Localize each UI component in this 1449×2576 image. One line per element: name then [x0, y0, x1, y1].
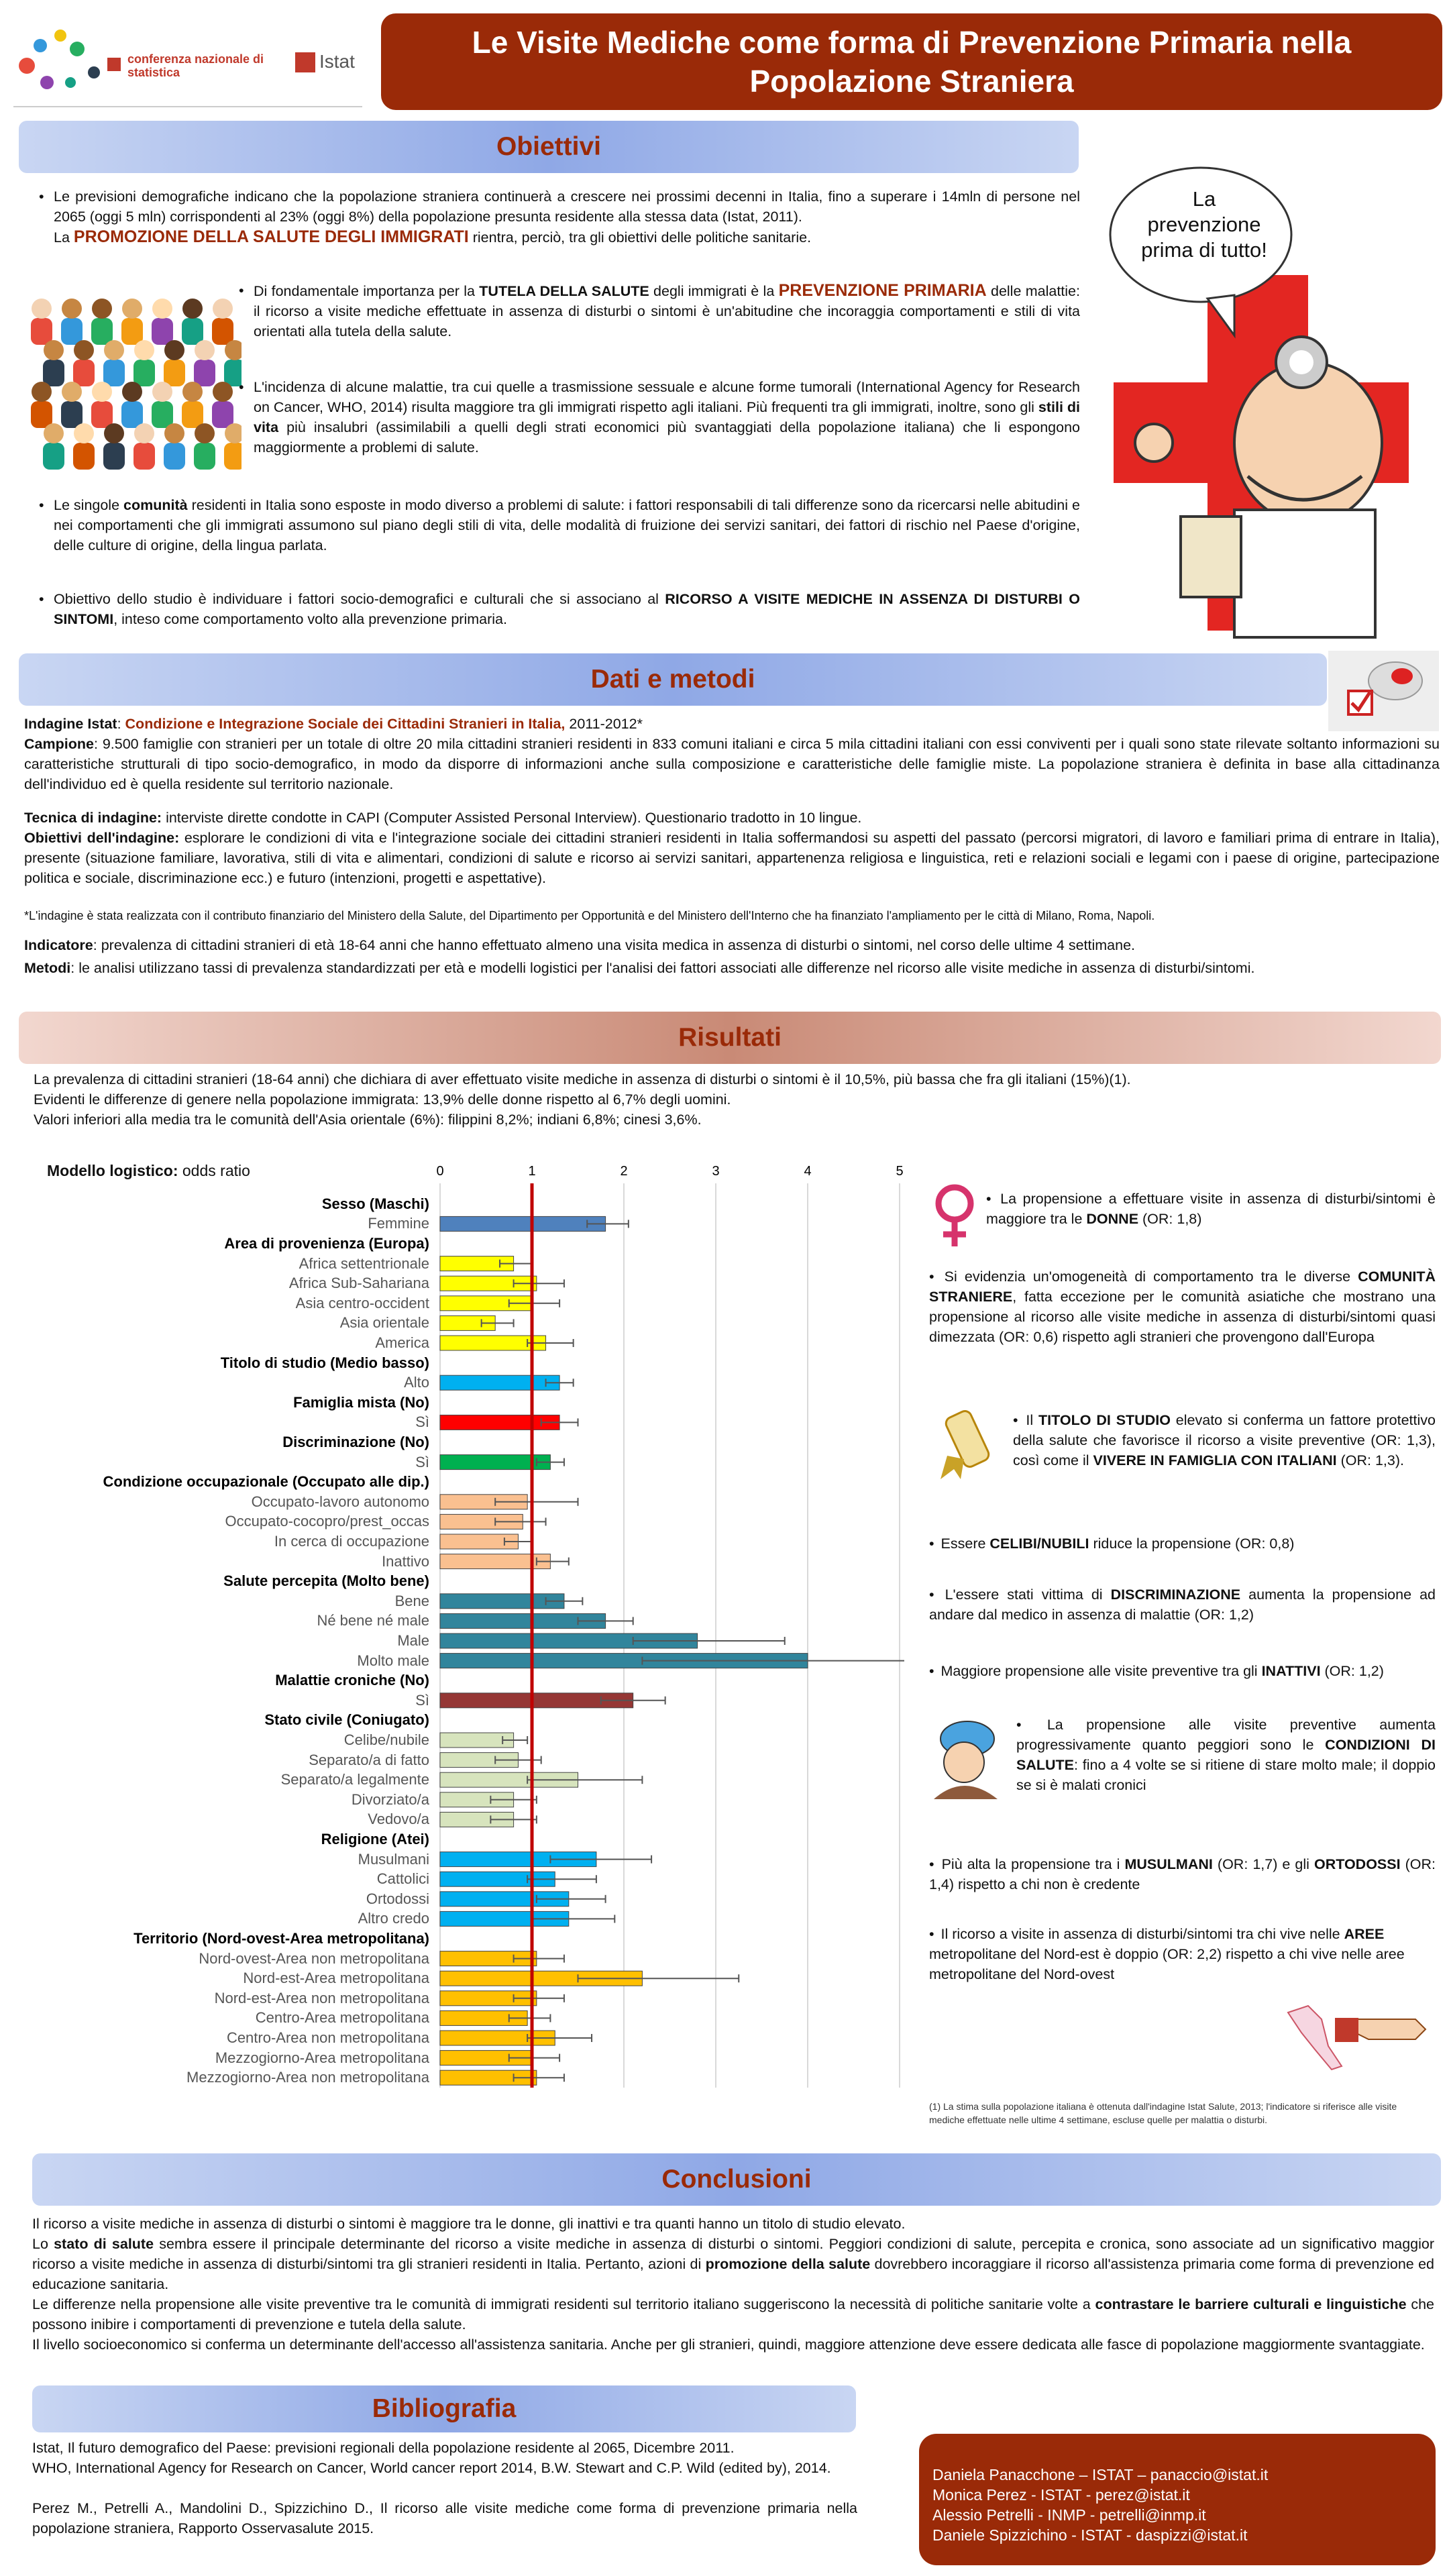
bibliografia-heading: Bibliografia [32, 2385, 856, 2432]
crowd-person-head [32, 382, 52, 402]
obiettivi-p4-bold: comunità [123, 497, 188, 513]
finding-communities-bold: COMUNITÀ STRANIERE [929, 1269, 1436, 1305]
conclusioni-p2-bold-2: promozione della salute [705, 2256, 871, 2272]
dati-objectives-line [24, 828, 1440, 888]
obiettivi-p1-b2: rientra, perciò, tra gli obiettivi delle politiche sanitarie. [468, 229, 812, 246]
chart-row-labels [0, 1154, 429, 2106]
chart-plot-area [436, 1154, 906, 2106]
chart-bar [440, 1554, 550, 1569]
crowd-person-body [133, 443, 155, 470]
dati-technique-line [24, 808, 1440, 828]
finding-education [1013, 1410, 1436, 1470]
conclusioni-p1: Il ricorso a visite mediche in assenza di disturbi o sintomi è maggiore tra le donne, gli inattivi e tra quanti hanno un titolo di studio elevato. [32, 2216, 906, 2232]
obiettivi-p3-bold: stili di vita [254, 399, 1080, 435]
author-4: Daniele Spizzichino - ISTAT - daspizzi@istat.it [932, 2526, 1248, 2544]
crowd-person-body [212, 318, 233, 345]
poster-title [381, 13, 1442, 110]
crowd-person-head [182, 299, 203, 319]
chart-group-label: Discriminazione (No) [282, 1434, 429, 1450]
finding-discrimination-2: aumenta la propensione ad andare dal medico in assenza di malattie (OR: 1,2) [929, 1587, 1436, 1623]
crowd-person-body [164, 443, 185, 470]
chart-subtitle: odds ratio [182, 1162, 250, 1179]
crowd-person-body [43, 360, 64, 386]
crowd-person-body [31, 318, 52, 345]
chart-group-label: Area di provenienza (Europa) [224, 1235, 429, 1252]
chart-category-label: Africa Sub-Sahariana [288, 1275, 429, 1292]
crowd-person-body [61, 318, 83, 345]
conclusioni-p2-3: dovrebbero incoraggiare il ricorso all'assistenza primaria come forma di prevenzione ed educazione sanitaria. [32, 2256, 1434, 2292]
finding-discrimination-1: L'essere stati vittima di [945, 1587, 1111, 1603]
crowd-person-body [224, 443, 241, 470]
crowd-person-body [91, 401, 113, 428]
obiettivi-p2-3: delle malattie: il ricorso a visite mediche effettuate in assenza di disturbi o sintomi è un'abitudine che incoraggia comportamenti e stili di vita orientati alla tutela della salute. [254, 283, 1080, 339]
crowd-person-body [103, 443, 125, 470]
crowd-person-head [195, 423, 215, 443]
finding-territory-bold: AREE [1344, 1926, 1385, 1942]
dati-methods-line [24, 958, 1440, 978]
crowd-person-head [122, 382, 142, 402]
dati-survey-name: Condizione e Integrazione Sociale dei Cittadini Stranieri in Italia, [125, 716, 566, 732]
finding-education-1: Il [1026, 1412, 1039, 1428]
chart-tick-label-0: 0 [436, 1164, 444, 1179]
chart-category-label: Celibe/nubile [343, 1731, 429, 1748]
finding-health-2: : fino a 4 volte se si ritiene di stare molto male; il doppio se si è malati cronici [1016, 1757, 1436, 1793]
dati-survey-year: 2011-2012* [565, 716, 643, 732]
crowd-person-head [74, 340, 94, 360]
finding-health [1016, 1715, 1436, 1795]
crowd-person-head [104, 340, 124, 360]
conclusioni-p2 [32, 2234, 1434, 2294]
author-2: Monica Perez - ISTAT - perez@istat.it [932, 2486, 1190, 2504]
finding-religion-bold-1: MUSULMANI [1124, 1856, 1213, 1872]
obiettivi-p2-highlight: PREVENZIONE PRIMARIA [778, 281, 987, 300]
crowd-person-head [164, 340, 184, 360]
chart-category-label: Molto male [357, 1652, 429, 1669]
chart-category-label: Mezzogiorno-Area non metropolitana [186, 2069, 429, 2086]
chart-group-label: Titolo di studio (Medio basso) [220, 1354, 429, 1371]
chart-category-label: Bene [394, 1592, 429, 1609]
chart-category-label: Divorziato/a [351, 1790, 429, 1808]
dati-sample-label: Campione [24, 736, 94, 752]
chart-category-label: Musulmani [358, 1850, 429, 1868]
finding-single-1: Essere [941, 1536, 990, 1552]
chart-category-label: America [375, 1334, 429, 1351]
dati-sample-text: : 9.500 famiglie con stranieri per un totale di oltre 20 mila cittadini stranieri residenti in 833 comuni italiani e circa 5 mila cittadini italiani con essi conviventi per i quali sono state rilevate soltanto informazioni su caratteristiche strutturali di tipo socio-demografico, in modo da disporre di informazioni anche sulla composizione e caratteristiche delle famiglie miste. La popolazione straniera è definita in base alla cittadinanza dell'individuo ed è quella residente sul territorio nazionale. [24, 736, 1440, 792]
finding-inactive-2: (OR: 1,2) [1320, 1663, 1384, 1679]
chart-category-label: Asia centro-occident [295, 1294, 429, 1311]
obiettivi-p5-1: Obiettivo dello studio è individuare i fattori socio-demografici e culturali che si associano al [54, 591, 665, 607]
finding-women [986, 1189, 1436, 1229]
dati-survey-line: Indagine Istat: Condizione e Integrazione Sociale dei Cittadini Stranieri in Italia, 2011-2012* [24, 716, 643, 732]
chart-bar [440, 1216, 606, 1231]
crowd-person-head [182, 382, 203, 402]
crowd-person-body [103, 360, 125, 386]
conclusioni-heading: Conclusioni [32, 2153, 1441, 2206]
crowd-person-body [31, 401, 52, 428]
chart-category-label: Sì [415, 1413, 429, 1431]
finding-territory-2: metropolitane del Nord-est è doppio (OR: 2,2) rispetto a chi vive nelle aree metropolitane del Nord-ovest [929, 1946, 1405, 1982]
finding-education-2: elevato si conferma un fattore protettivo della salute che favorisce il ricorso a visite preventive (OR: 1,3), così come il [1013, 1412, 1436, 1468]
chart-tick-label-3: 3 [712, 1164, 720, 1179]
chart-category-label: Separato/a di fatto [309, 1751, 429, 1768]
finding-single-bold: CELIBI/NUBILI [989, 1536, 1089, 1552]
finding-religion-1: Più alta la propensione tra i [941, 1856, 1125, 1872]
finding-religion-2: (OR: 1,7) e gli [1212, 1856, 1314, 1872]
chart-group-label: Territorio (Nord-ovest-Area metropolitana) [133, 1930, 429, 1947]
finding-discrimination [929, 1585, 1436, 1625]
header-divider [13, 106, 362, 107]
finding-health-bold: CONDIZIONI DI SALUTE [1016, 1737, 1436, 1773]
finding-education-3: (OR: 1,3). [1336, 1452, 1404, 1468]
dati-indicator-text: : prevalenza di cittadini stranieri di età 18-64 anni che hanno effettuato almeno una visita medica in assenza di disturbi o sintomi, nel corso delle ultime 4 settimane. [93, 937, 1136, 953]
risultati-line-1: La prevalenza di cittadini stranieri (18-64 anni) che dichiara di aver effettuato visite mediche in assenza di disturbi o sintomi è il 10,5%, più bassa che fra gli italiani (15%)(1). [34, 1071, 1131, 1087]
dati-sample-line [24, 734, 1440, 794]
crowd-person-body [43, 443, 64, 470]
finding-inactive-bold: INATTIVI [1261, 1663, 1321, 1679]
risultati-line-2: Evidenti le differenze di genere nella popolazione immigrata: 13,9% delle donne rispetto al 6,7% degli uomini. [34, 1091, 731, 1108]
chart-category-label: Nord-ovest-Area non metropolitana [199, 1949, 429, 1967]
chart-category-label: Né bene né male [317, 1612, 429, 1629]
risultati-line-3: Valori inferiori alla media tra le comunità dell'Asia orientale (6%): filippini 8,2%; indiani 6,8%; cinesi 3,6%. [34, 1112, 702, 1128]
conclusioni-p3-1: Le differenze nella propensione alle visite preventive tra le comunità di immigrati residenti sul territorio italiano suggeriscono la necessità di politiche sanitarie volte a [32, 2296, 1095, 2312]
crowd-person-head [213, 382, 233, 402]
chart-group-label: Condizione occupazionale (Occupato alle dip.) [103, 1473, 429, 1491]
crowd-person-body [133, 360, 155, 386]
obiettivi-p3-2: più insalubri (assimilabili a quelli degli strati economici più svantaggiati della popolazione italiana) che li espongono maggiormente a problemi di salute. [254, 419, 1080, 455]
chart-category-label: Nord-est-Area non metropolitana [214, 1989, 429, 2006]
odds-ratio-chart [0, 1154, 912, 2106]
chart-category-label: Centro-Area non metropolitana [226, 2029, 429, 2046]
finding-single [929, 1534, 1436, 1554]
crowd-person-body [194, 443, 215, 470]
obiettivi-paragraph-5 [54, 589, 1080, 629]
chart-bar [440, 1455, 550, 1470]
obiettivi-p1-b1: La [54, 229, 74, 246]
author-1: Daniela Panacchone – ISTAT – panaccio@istat.it [932, 2466, 1269, 2483]
obiettivi-paragraph-3 [254, 377, 1080, 458]
chart-group-label: Salute percepita (Molto bene) [223, 1572, 429, 1590]
chart-category-label: Centro-Area metropolitana [255, 2009, 429, 2027]
obiettivi-p1-highlight: PROMOZIONE DELLA SALUTE DEGLI IMMIGRATI [73, 227, 469, 246]
crowd-person-body [152, 318, 173, 345]
author-3: Alessio Petrelli - INMP - petrelli@inmp.it [932, 2506, 1206, 2524]
chart-tick-label-4: 4 [804, 1164, 812, 1179]
chart-category-label: Alto [404, 1374, 429, 1391]
obiettivi-paragraph-4 [54, 495, 1080, 555]
chart-category-label: Africa settentrionale [299, 1254, 429, 1272]
conclusioni-p3-bold: contrastare le barriere culturali e linguistiche [1095, 2296, 1407, 2312]
chart-category-label: Sì [415, 1691, 429, 1709]
bibliografia-item-1: Istat, Il futuro demografico del Paese: previsioni regionali della popolazione residente al 2065, Dicembre 2011. [32, 2440, 735, 2456]
conclusioni-p3-2: che possono inibire i comportamenti di prevenzione e tutela della salute. [32, 2296, 1435, 2332]
obiettivi-p2-2: degli immigrati è la [649, 283, 779, 299]
crowd-person-head [164, 423, 184, 443]
header-logos [13, 12, 376, 113]
dati-survey-label: Indagine Istat [24, 716, 117, 732]
crowd-person-head [92, 299, 112, 319]
obiettivi-p5-bold: RICORSO A VISITE MEDICHE IN ASSENZA DI DISTURBI O SINTOMI [54, 591, 1080, 627]
italy-map-pointing-hand-icon [1275, 1992, 1436, 2080]
obiettivi-p4-1: Le singole [54, 497, 124, 513]
chart-tick-label-5: 5 [896, 1164, 904, 1179]
crowd-person-body [91, 318, 113, 345]
bibliografia-item-3: Perez M., Petrelli A., Mandolini D., Spizzichino D., Il ricorso alle visite mediche come forma di prevenzione primaria nella popolazione straniera, Rapporto Osservasalute 2015. [32, 2500, 857, 2536]
dati-objectives-label: Obiettivi dell'indagine: [24, 830, 180, 846]
chart-category-label: Cattolici [376, 1870, 429, 1888]
istat-logo-text: Istat [319, 51, 355, 72]
finding-inactive [929, 1661, 1436, 1681]
crowd-person-body [73, 360, 95, 386]
crowd-person-body [73, 443, 95, 470]
crowd-person-head [152, 299, 172, 319]
finding-religion-3: (OR: 1,4) rispetto a chi non è credente [929, 1856, 1436, 1892]
chart-group-label: Malattie croniche (No) [275, 1672, 429, 1689]
obiettivi-p2-bold: TUTELA DELLA SALUTE [479, 283, 649, 299]
finding-religion [929, 1854, 1436, 1894]
dati-heading: Dati e metodi [19, 653, 1327, 706]
finding-communities [929, 1267, 1436, 1347]
chart-category-label: Altro credo [358, 1910, 429, 1927]
chart-category-label: Inattivo [382, 1552, 429, 1570]
finding-women-2: (OR: 1,8) [1138, 1211, 1202, 1227]
crowd-person-head [74, 423, 94, 443]
conference-logo-text: conferenza nazionale di statistica [127, 52, 264, 79]
obiettivi-p3-1: L'incidenza di alcune malattie, tra cui quelle a trasmissione sessuale e alcune forme tumorali (International Agency for Research on Cancer, WHO, 2014) risulta maggiore tra gli immigrati rispetto agli italiani. Più frequenti tra gli immigrati, inoltre, sono gli [254, 379, 1080, 415]
chart-category-label: Nord-est-Area metropolitana [243, 1970, 429, 1987]
crowd-person-head [104, 423, 124, 443]
obiettivi-heading: Obiettivi [19, 121, 1079, 173]
dati-indicator-label: Indicatore [24, 937, 93, 953]
chart-category-label: Asia orientale [339, 1314, 429, 1332]
obiettivi-p2-1: Di fondamentale importanza per la [254, 283, 480, 299]
chart-category-label: Occupato-cocopro/prest_occas [225, 1513, 429, 1530]
obiettivi-p4-2: residenti in Italia sono esposte in modo diverso a problemi di salute: i fattori responsabili di tali differenze sono da ricercarsi nelle abitudini e nei comportamenti che gli immigrati assumono sul piano degli stili di vita, delle modalità di fruizione dei servizi sanitari, dei fattori di rischio nel Paese d'origine, delle culture di origine, della lingua parlata. [54, 497, 1080, 553]
obiettivi-p1-text: Le previsioni demografiche indicano che la popolazione straniera continuerà a crescere nei prossimi decenni in Italia, fino a superare i 14mln di persone nel 2065 (oggi 5 mln) corrispondenti al 23% (oggi 8%) della popolazione presunta residente alla stessa data (Istat, 2011). [54, 189, 1080, 225]
crowd-person-body [121, 401, 143, 428]
crowd-person-head [195, 340, 215, 360]
crowd-person-body [121, 318, 143, 345]
female-symbol-icon [931, 1182, 978, 1249]
chart-group-label: Religione (Atei) [321, 1831, 429, 1847]
finding-territory [929, 1924, 1436, 1984]
finding-health-1: La propensione alle visite preventive aumenta progressivamente quanto peggiori sono le [1016, 1717, 1436, 1753]
crowd-person-head [134, 340, 154, 360]
crowd-person-body [194, 360, 215, 386]
finding-religion-bold-2: ORTODOSSI [1313, 1856, 1401, 1872]
chart-title-bold: Modello logistico: [47, 1162, 178, 1179]
finding-single-2: riduce la propensione (OR: 0,8) [1089, 1536, 1295, 1552]
chart-bar [440, 1375, 559, 1390]
conclusioni-p2-2: sembra essere il principale determinante del ricorso a visite mediche in assenza di disturbi o sintomi. Peggiori condizioni di salute, percepita e cronica, sono associate ad un significativo maggior ricorso a visite mediche in assenza di disturbi/sintomi tra gli stranieri residenti in Italia. Pertanto, azioni di [32, 2236, 1435, 2272]
bibliografia-item-2: WHO, International Agency for Research on Cancer, World cancer report 2014, B.W. Stewart and C.P. Wild (edited by), 2014. [32, 2460, 831, 2476]
chart-category-label: Male [397, 1632, 429, 1649]
crowd-person-head [122, 299, 142, 319]
crowd-person-head [44, 423, 64, 443]
chart-category-label: In cerca di occupazione [274, 1533, 429, 1550]
crowd-person-head [134, 423, 154, 443]
chart-group-label: Sesso (Maschi) [321, 1195, 429, 1212]
risultati-footnote: (1) La stima sulla popolazione italiana è ottenuta dall'indagine Istat Salute, 2013; l'indicatore si riferisce alle visite mediche effettuate nelle ultime 4 settimane, escluse quelle per malattia o disturbi. [929, 2101, 1397, 2125]
crowd-person-head [152, 382, 172, 402]
diploma-icon [934, 1409, 1001, 1483]
chart-category-label: Separato/a legalmente [280, 1771, 429, 1788]
crowd-person-head [92, 382, 112, 402]
finding-discrimination-bold: DISCRIMINAZIONE [1110, 1587, 1241, 1603]
sick-person-icon [920, 1712, 1011, 1803]
obiettivi-paragraph-1 [54, 186, 1080, 248]
obiettivi-paragraph-2 [254, 280, 1080, 341]
chart-category-label: Ortodossi [366, 1890, 429, 1907]
finding-communities-2: , fatta eccezione per le comunità asiatiche che mostrano una propensione al ricorso alle visite mediche in assenza di disturbi/sintomi quasi dimezzata (OR: 0,6) rispetto agli stranieri che provengono dall'Europa [929, 1289, 1436, 1345]
dati-technique-text: interviste dirette condotte in CAPI (Computer Assisted Personal Interview). Questionario tradotto in 10 lingue. [162, 810, 862, 826]
crowd-person-head [44, 340, 64, 360]
conclusioni-p2-1: Lo [32, 2236, 54, 2252]
obiettivi-p5-2: , inteso come comportamento volto alla prevenzione primaria. [113, 611, 507, 627]
conclusioni-p3 [32, 2294, 1434, 2334]
crowd-person-body [164, 360, 185, 386]
crowd-person-body [182, 401, 203, 428]
finding-communities-1: Si evidenzia un'omogeneità di comportamento tra le diverse [944, 1269, 1358, 1285]
chart-category-label: Mezzogiorno-Area metropolitana [215, 2049, 429, 2066]
dati-technique-label: Tecnica di indagine: [24, 810, 162, 826]
crowd-person-body [152, 401, 173, 428]
dati-indicator-line [24, 935, 1440, 955]
speech-bubble-text: La prevenzione prima di tutto! [1141, 187, 1267, 262]
finding-territory-1: Il ricorso a visite in assenza di disturbi/sintomi tra chi vive nelle [941, 1926, 1344, 1942]
chart-group-label: Famiglia mista (No) [293, 1393, 429, 1411]
conclusioni-p4: Il livello socioeconomico si conferma un determinante dell'accesso all'assistenza sanitaria. Anche per gli stranieri, quindi, maggiore attenzione deve essere dedicata alle fasce di popolazione maggiormente svantaggiate. [32, 2337, 1425, 2353]
crowd-person-head [62, 299, 82, 319]
finding-women-bold: DONNE [1086, 1211, 1139, 1227]
dati-methods-label: Metodi [24, 960, 71, 976]
chart-tick-label-1: 1 [528, 1164, 536, 1179]
poster-title-line2: Popolazione Straniera [749, 64, 1074, 99]
crowd-person-body [182, 318, 203, 345]
finding-inactive-1: Maggiore propensione alle visite preventive tra gli [941, 1663, 1262, 1679]
chart-category-label: Femmine [368, 1215, 429, 1232]
dati-objectives-text: esplorare le condizioni di vita e l'integrazione sociale dei cittadini stranieri residenti in Italia soffermandosi su aspetti del passato (percorsi migratori, di lavoro e familiari prima di entrare in Italia), presente (situazione familiare, lavorativa, stili di vita e alimentari, condizioni di salute e ricorso ai servizi sanitari, appartenenza religiosa e linguistica, reti e relazioni sociali e legami con i paese di origine, partecipazione politica e sociale, discriminazione ecc.) e futuro (intenzioni, progetti e aspettative). [24, 830, 1440, 886]
poster-title-line1: Le Visite Mediche come forma di Prevenzione Primaria nella [472, 25, 1352, 60]
chart-category-label: Vedovo/a [368, 1811, 429, 1828]
crowd-person-body [61, 401, 83, 428]
chart-group-label: Stato civile (Coniugato) [264, 1711, 429, 1729]
finding-education-bold-2: VIVERE IN FAMIGLIA CON ITALIANI [1093, 1452, 1337, 1468]
authors-box [919, 2434, 1436, 2565]
immigrants-crowd-image [27, 288, 241, 470]
crowd-person-head [213, 299, 233, 319]
finding-education-bold-1: TITOLO DI STUDIO [1038, 1412, 1171, 1428]
crowd-person-head [32, 299, 52, 319]
conclusioni-p2-bold-1: stato di salute [54, 2236, 154, 2252]
risultati-heading: Risultati [19, 1012, 1441, 1064]
dati-methods-text: : le analisi utilizzano tassi di prevalenza standardizzati per età e modelli logistici per l'analisi dei fattori associati alle differenze nel ricorso alle visite mediche in assenza di disturbi/sintomi. [70, 960, 1255, 976]
istat-logo [295, 46, 369, 93]
crowd-person-body [212, 401, 233, 428]
finding-women-1: La propensione a effettuare visite in assenza di disturbi/sintomi è maggiore tra le [986, 1191, 1436, 1227]
crowd-person-head [62, 382, 82, 402]
chart-tick-label-2: 2 [620, 1164, 628, 1179]
dati-funding-note: *L'indagine è stata realizzata con il contributo finanziario del Ministero della Salute, del Dipartimento per Opportunità e del Ministero dell'Interno che ha finanziato l'ampliamento per le città di Milano, Roma, Napoli. [24, 909, 1155, 922]
chart-category-label: Sì [415, 1453, 429, 1470]
chart-category-label: Occupato-lavoro autonomo [251, 1493, 429, 1510]
